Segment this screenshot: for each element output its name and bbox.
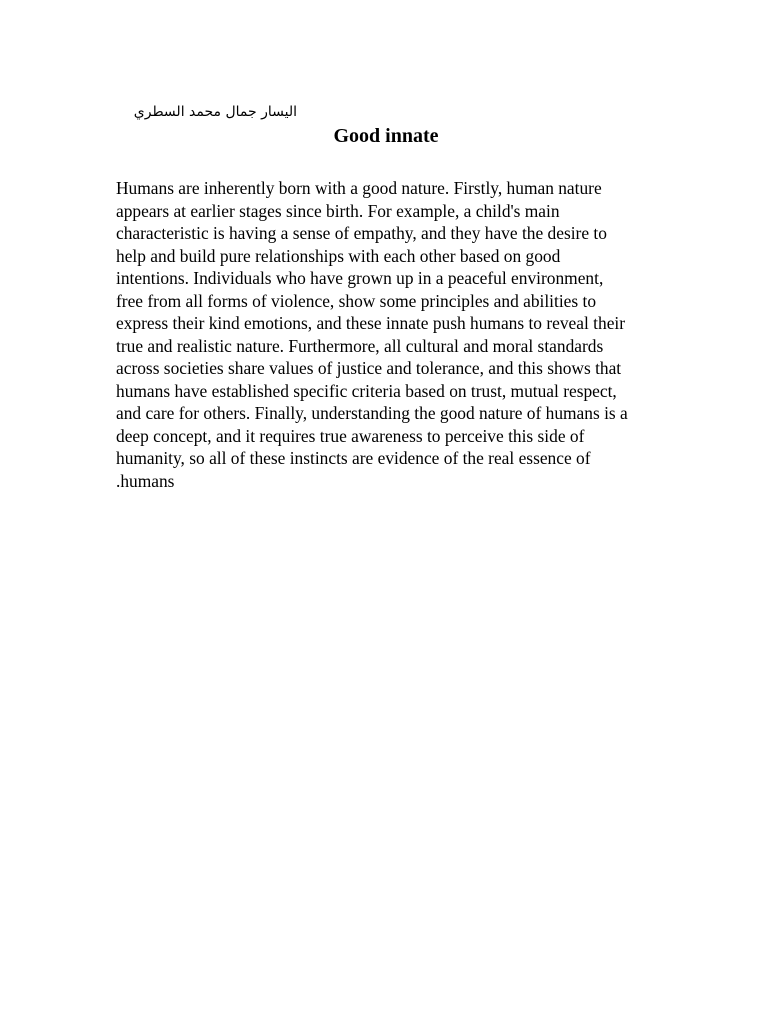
paragraph-line: across societies share values of justice and tolerance, and this shows that <box>116 358 622 378</box>
paragraph-line: humans have established specific criteria based on trust, mutual respect, <box>116 380 617 401</box>
paragraph-line: humanity, so all of these instincts are evidence of the real essence of <box>116 448 591 468</box>
body-paragraph <box>116 177 656 492</box>
paragraph-line: express their kind emotions, and these innate push humans to reveal their <box>116 313 626 333</box>
paragraph-line: .humans <box>116 470 175 491</box>
paragraph-line: help and build pure relationships with each other based on good <box>116 245 561 266</box>
document-title: Good innate <box>333 125 439 147</box>
paragraph-line: Humans are inherently born with a good nature. Firstly, human nature <box>116 178 602 198</box>
paragraph-line: free from all forms of violence, show some principles and abilities to <box>116 290 597 311</box>
author-name: اليسار جمال محمد السطري <box>133 104 297 120</box>
paragraph-line: characteristic is having a sense of empathy, and they have the desire to <box>116 223 607 243</box>
paragraph-line: and care for others. Finally, understanding the good nature of humans is a <box>116 403 628 423</box>
paragraph-line: true and realistic nature. Furthermore, all cultural and moral standards <box>116 335 604 356</box>
paragraph-line: intentions. Individuals who have grown up in a peaceful environment, <box>116 268 604 288</box>
paragraph-line: appears at earlier stages since birth. For example, a child's main <box>116 200 560 221</box>
paragraph-line: deep concept, and it requires true awareness to perceive this side of <box>116 425 585 446</box>
